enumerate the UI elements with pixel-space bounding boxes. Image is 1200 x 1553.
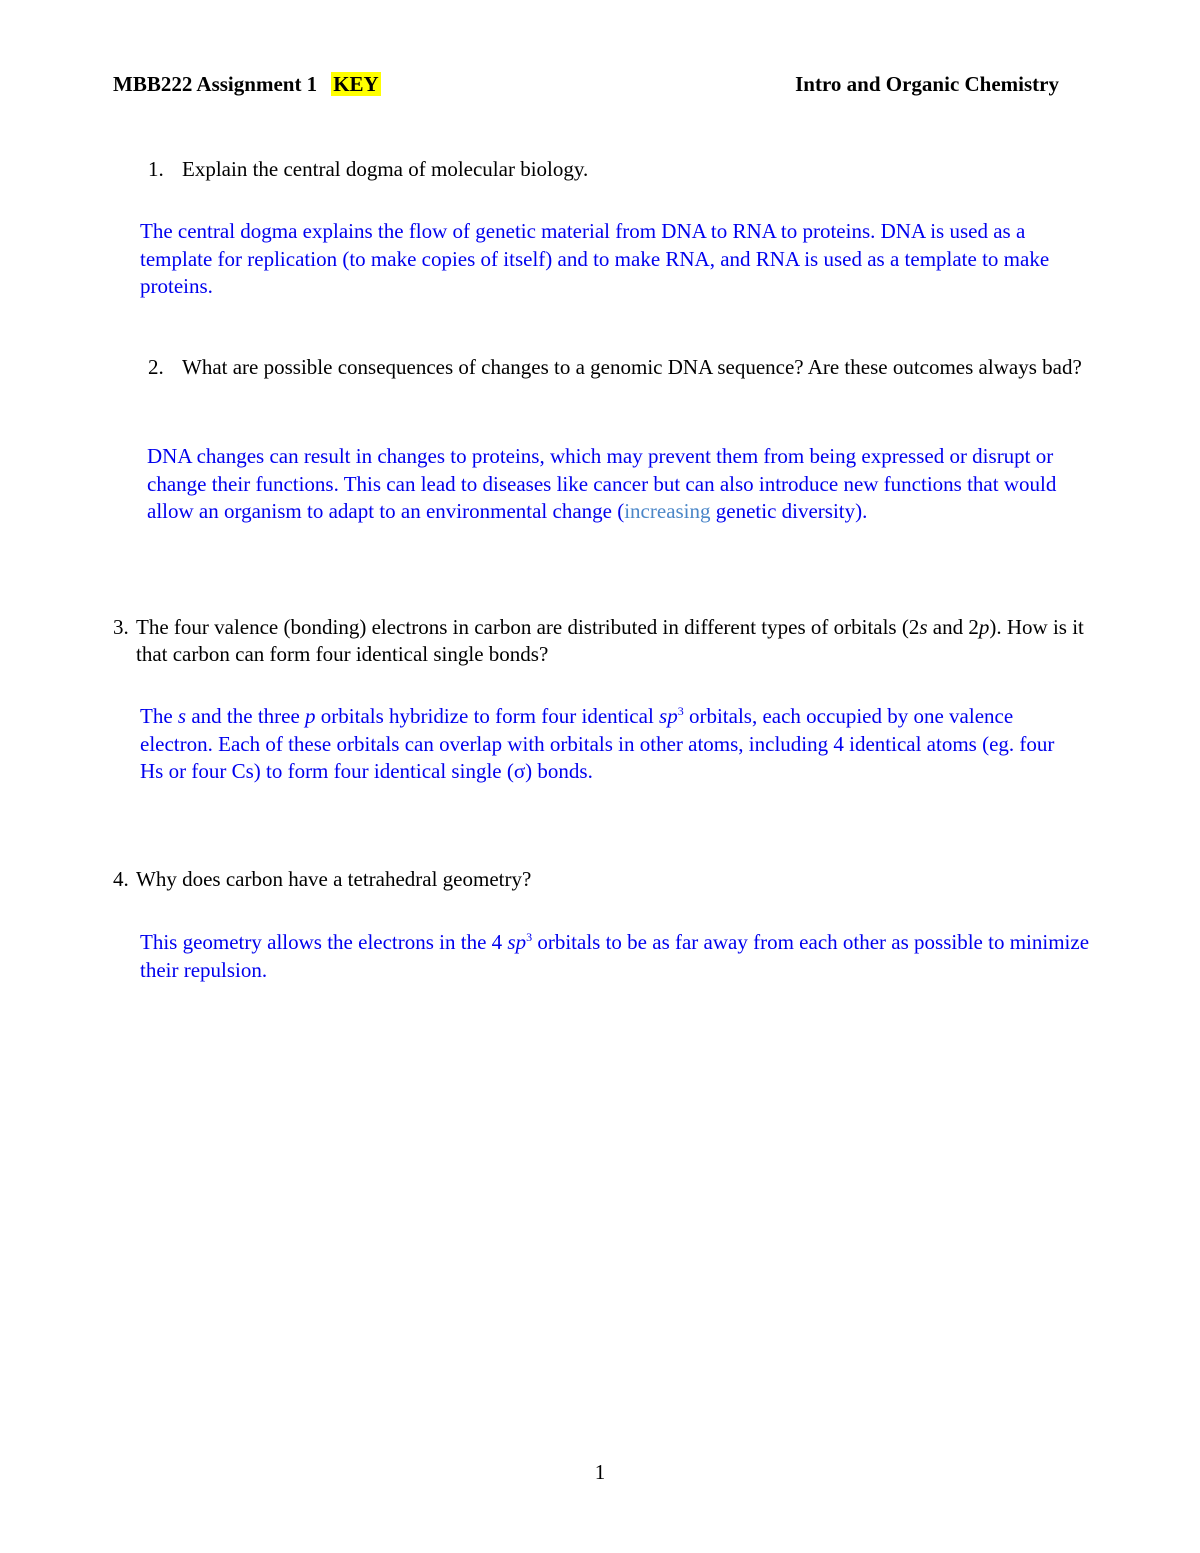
answer-2-text-a: DNA changes can result in changes to proteins, which may prevent them from being expressed or disrupt or change their functions. This can lead to diseases like cancer but can also introduce new functions that would allow an organism to adapt to an environmental change ( [147,444,1057,523]
answer-3-text-b: and the three [186,704,306,728]
answer-1: The central dogma explains the flow of genetic material from DNA to RNA to proteins. DNA is used as a template for replication (to make copies of itself) and to make RNA, and RNA is used as a template to make proteins. [140,219,1050,298]
question-4 [113,866,1096,893]
question-2 [148,354,1112,381]
question-1-number: 1. [148,157,164,181]
answer-3-text-c: orbitals hybridize to form four identical [315,704,660,728]
question-2-number: 2. [148,355,164,379]
answer-2-text-b: genetic diversity). [710,499,868,523]
answer-3-text-a: The [140,704,178,728]
header-topic: Intro and Organic Chemistry [795,72,1059,96]
answer-4-sp: sp [507,930,527,954]
answer-4-sup: 3 [526,930,533,944]
course-title: MBB222 Assignment 1 [113,72,318,96]
question-4-text: Why does carbon have a tetrahedral geometry? [136,867,532,891]
answer-2 [147,443,1082,526]
answer-3-text-d: orbitals, each occupied by one valence electron. Each of these orbitals can overlap with orbitals in other atoms, including 4 identical atoms (eg. four Hs or four Cs) to form four identical single (σ) bonds. [140,704,1055,783]
header-course-title [113,70,381,98]
question-2-text: What are possible consequences of changes to a genomic DNA sequence? Are these outcomes always bad? [182,355,1082,379]
answer-3-sup: 3 [677,704,684,718]
key-badge: KEY [333,72,379,96]
answer-4-text-a: This geometry allows the electrons in the 4 [140,930,508,954]
question-4-number: 4. [113,867,129,891]
question-3 [113,614,1096,668]
answer-4-text-b: orbitals to be as far away from each other as possible to minimize their repulsion. [140,930,1090,982]
answer-4 [140,929,1095,984]
question-3-text-a: The four valence (bonding) electrons in carbon are distributed in different types of orbitals (2 [136,615,920,639]
question-3-s: s [919,615,928,639]
question-3-p: p [978,615,990,639]
question-1-text: Explain the central dogma of molecular biology. [182,157,589,181]
page-number: 1 [594,1460,606,1484]
question-3-number: 3. [113,615,129,639]
answer-3 [140,703,1070,786]
answer-3-s: s [177,704,187,728]
question-1 [148,156,1142,183]
question-3-text-c: ). How is it that carbon can form four identical single bonds? [136,615,1084,666]
question-3-text-b: and 2 [927,615,979,639]
answer-2-highlight: increasing [624,499,711,523]
answer-3-sp: sp [659,704,678,728]
answer-3-p: p [305,704,316,728]
